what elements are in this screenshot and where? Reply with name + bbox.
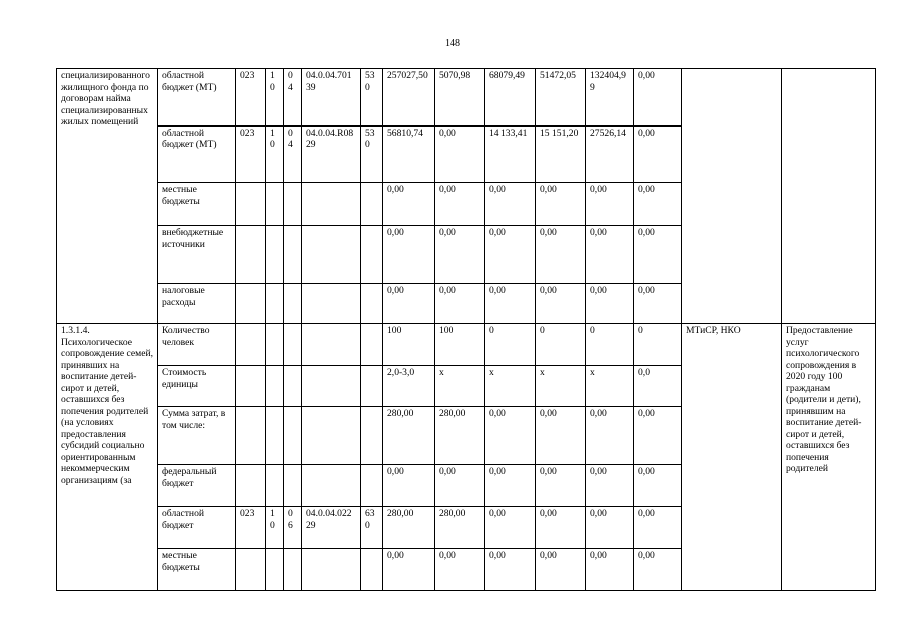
section-code [266, 284, 284, 324]
ministry-code [236, 226, 266, 284]
year-value: 0,00 [435, 549, 485, 591]
year-value: 0,00 [586, 507, 634, 549]
year-value: 0,00 [634, 226, 682, 284]
year-value: 0,00 [586, 183, 634, 226]
year-value: 0 [586, 324, 634, 366]
subsection-code [284, 324, 302, 366]
target-article [302, 324, 361, 366]
total-value: 56810,74 [383, 126, 435, 183]
table-row [57, 69, 876, 126]
year-value: 0,00 [536, 183, 586, 226]
funding-source: областной бюджет (МТ) [158, 126, 236, 183]
funding-source: Стоимость единицы [158, 366, 236, 407]
funding-source: Сумма затрат, в том числе: [158, 407, 236, 465]
ministry-code: 023 [236, 69, 266, 126]
funding-source: налоговые расходы [158, 284, 236, 324]
year-value: 0,00 [634, 69, 682, 126]
year-value: 0,00 [634, 183, 682, 226]
funding-source: Количество человек [158, 324, 236, 366]
subsection-code [284, 226, 302, 284]
target-article [302, 549, 361, 591]
ministry-code [236, 284, 266, 324]
year-value: 0,00 [485, 407, 536, 465]
year-value: 0,00 [634, 126, 682, 183]
year-value: 0,00 [435, 284, 485, 324]
expense-type [361, 465, 383, 507]
year-value: 0,00 [485, 226, 536, 284]
expense-type [361, 407, 383, 465]
section-code: 10 [266, 507, 284, 549]
page-number: 148 [445, 38, 460, 49]
expense-type [361, 284, 383, 324]
result-cell [782, 69, 876, 324]
subsection-code: 04 [284, 69, 302, 126]
executor-cell [682, 69, 782, 324]
section-code [266, 407, 284, 465]
expense-type: 530 [361, 126, 383, 183]
subsection-code [284, 183, 302, 226]
activity-name: специализированного жилищного фонда по договорам найма специализированных жилых помещений [57, 69, 158, 324]
ministry-code [236, 366, 266, 407]
subsection-code [284, 407, 302, 465]
year-value: 0,00 [536, 465, 586, 507]
funding-source: внебюджетные источники [158, 226, 236, 284]
year-value: 0,00 [536, 226, 586, 284]
year-value: 0,00 [435, 226, 485, 284]
subsection-code [284, 366, 302, 407]
year-value: 0,00 [586, 284, 634, 324]
ministry-code: 023 [236, 507, 266, 549]
year-value: x [485, 366, 536, 407]
total-value: 0,00 [383, 465, 435, 507]
year-value: 14 133,41 [485, 126, 536, 183]
funding-source: областной бюджет (МТ) [158, 69, 236, 126]
year-value: 0,00 [435, 183, 485, 226]
year-value: 0,00 [634, 507, 682, 549]
section-code [266, 465, 284, 507]
year-value: 51472,05 [536, 69, 586, 126]
budget-table [56, 68, 876, 591]
expense-type [361, 549, 383, 591]
total-value: 0,00 [383, 549, 435, 591]
section-code [266, 366, 284, 407]
year-value: 0,00 [485, 183, 536, 226]
target-article [302, 407, 361, 465]
year-value: 0,00 [586, 465, 634, 507]
year-value: 0 [634, 324, 682, 366]
activity-name: 1.3.1.4. Психологическое сопровождение семей, принявших на воспитание детей-сирот и детей, оставшихся без попечения родителей (на условиях предоставления субсидий социально ориентированным некоммерческим организациям (за [57, 324, 158, 591]
year-value: 68079,49 [485, 69, 536, 126]
funding-source: местные бюджеты [158, 183, 236, 226]
target-article [302, 366, 361, 407]
year-value: 0,00 [485, 549, 536, 591]
table-row [57, 324, 876, 366]
year-value: 0,00 [485, 507, 536, 549]
year-value: 0,00 [586, 407, 634, 465]
result-cell: Предоставление услуг психологического сопровождения в 2020 году 100 гражданам (родители и дети), принявшим на воспитание детей-сирот и детей, оставшихся без попечения родителей [782, 324, 876, 591]
target-article [302, 183, 361, 226]
target-article [302, 284, 361, 324]
total-value: 257027,50 [383, 69, 435, 126]
subsection-code: 04 [284, 126, 302, 183]
expense-type: 630 [361, 507, 383, 549]
year-value: 0,00 [536, 507, 586, 549]
funding-source: федеральный бюджет [158, 465, 236, 507]
year-value: x [435, 366, 485, 407]
target-article: 04.0.04.70139 [302, 69, 361, 126]
ministry-code [236, 183, 266, 226]
year-value: 0,00 [485, 284, 536, 324]
year-value: 280,00 [435, 507, 485, 549]
section-code [266, 183, 284, 226]
year-value: 0 [536, 324, 586, 366]
expense-type: 530 [361, 69, 383, 126]
expense-type [361, 183, 383, 226]
year-value: 0,0 [634, 366, 682, 407]
year-value: 100 [435, 324, 485, 366]
ministry-code [236, 407, 266, 465]
expense-type [361, 324, 383, 366]
section-code [266, 226, 284, 284]
year-value: 0,00 [435, 126, 485, 183]
ministry-code: 023 [236, 126, 266, 183]
target-article [302, 465, 361, 507]
year-value: 0,00 [586, 549, 634, 591]
year-value: 0,00 [634, 407, 682, 465]
target-article: 04.0.04.02229 [302, 507, 361, 549]
total-value: 0,00 [383, 183, 435, 226]
total-value: 2,0-3,0 [383, 366, 435, 407]
funding-source: местные бюджеты [158, 549, 236, 591]
year-value: 280,00 [435, 407, 485, 465]
expense-type [361, 226, 383, 284]
total-value: 280,00 [383, 507, 435, 549]
year-value: 0,00 [634, 549, 682, 591]
year-value: 5070,98 [435, 69, 485, 126]
year-value: 0 [485, 324, 536, 366]
executor-cell: МТиСР, НКО [682, 324, 782, 591]
year-value: x [586, 366, 634, 407]
year-value: x [536, 366, 586, 407]
year-value: 15 151,20 [536, 126, 586, 183]
expense-type [361, 366, 383, 407]
year-value: 27526,14 [586, 126, 634, 183]
total-value: 280,00 [383, 407, 435, 465]
year-value: 0,00 [536, 549, 586, 591]
year-value: 0,00 [586, 226, 634, 284]
section-code: 10 [266, 69, 284, 126]
ministry-code [236, 465, 266, 507]
year-value: 0,00 [485, 465, 536, 507]
ministry-code [236, 549, 266, 591]
section-code [266, 549, 284, 591]
year-value: 0,00 [536, 284, 586, 324]
year-value: 0,00 [634, 465, 682, 507]
year-value: 0,00 [435, 465, 485, 507]
total-value: 100 [383, 324, 435, 366]
total-value: 0,00 [383, 284, 435, 324]
target-article: 04.0.04.R0829 [302, 126, 361, 183]
subsection-code: 06 [284, 507, 302, 549]
year-value: 0,00 [634, 284, 682, 324]
year-value: 0,00 [536, 407, 586, 465]
year-value: 132404,99 [586, 69, 634, 126]
ministry-code [236, 324, 266, 366]
total-value: 0,00 [383, 226, 435, 284]
subsection-code [284, 549, 302, 591]
funding-source: областной бюджет [158, 507, 236, 549]
target-article [302, 226, 361, 284]
subsection-code [284, 284, 302, 324]
section-code: 10 [266, 126, 284, 183]
section-code [266, 324, 284, 366]
subsection-code [284, 465, 302, 507]
